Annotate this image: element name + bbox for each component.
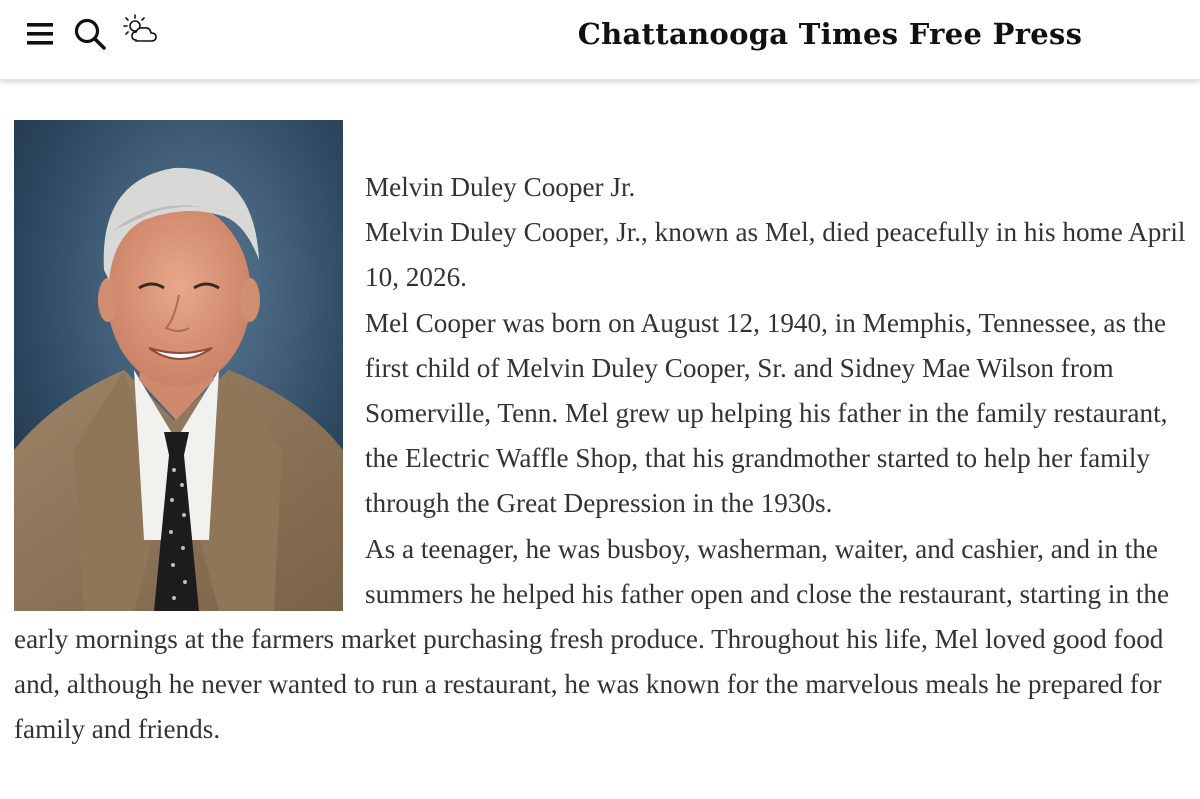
obituary-paragraph: As a teenager, he was busboy, washerman, waiter, and cashier, and in the summers he helped his father open and close the restaurant, starting in the early mornings at the farmers market purchasing fresh produce. Throughout his life, Mel loved good food and, although he never wanted to run a restaurant, he was known for the marvelous meals he prepared for family and friends. [14,533,1170,745]
site-header [0,0,1200,80]
obituary-name: Melvin Duley Cooper Jr. [365,172,636,202]
obituary-paragraph: Mel Cooper was born on August 12, 1940, in Memphis, Tennessee, as the first child of Melvin Duley Cooper, Sr. and Sidney Mae Wilson from Somerville, Tenn. Mel grew up helping his father in the family restaurant, the Electric Waffle Shop, that his grandmother started to help her family through the Great Depression in the 1930s. [365,307,1168,519]
obituary-article [14,120,1190,753]
masthead-logo[interactable]: Chattanooga Times Free Press [577,17,1083,51]
obituary-paragraph: Melvin Duley Cooper, Jr., known as Mel, died peacefully in his home April 10, 2026. [365,217,1186,293]
hamburger-menu-icon[interactable] [24,18,58,50]
search-icon[interactable] [72,16,110,52]
portrait-photo [14,120,343,611]
weather-icon[interactable] [120,12,162,48]
